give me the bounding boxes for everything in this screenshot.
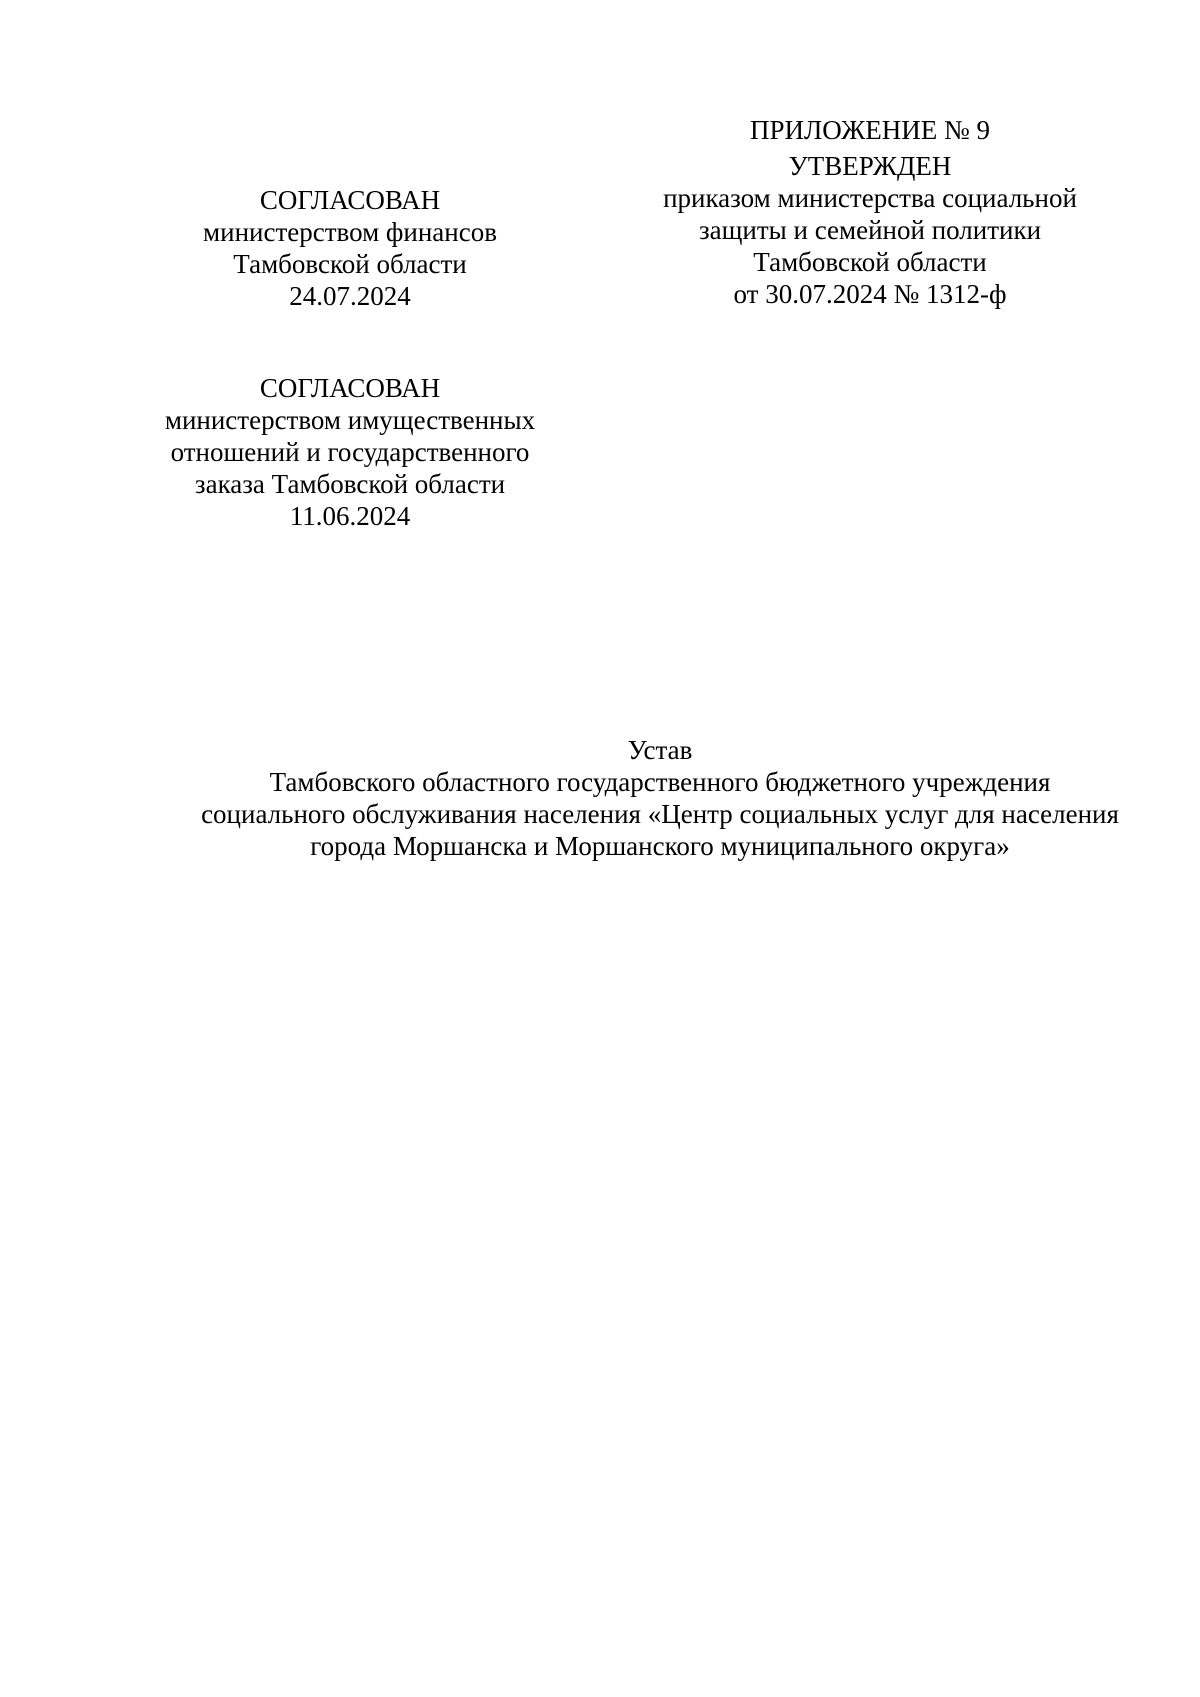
agreed-property-line: министерством имущественных xyxy=(164,405,536,435)
agreed-finance-line: министерством финансов xyxy=(203,217,497,247)
approval-line: приказом министерства социальной xyxy=(663,183,1077,213)
appendix-label: ПРИЛОЖЕНИЕ № 9 xyxy=(749,115,991,145)
charter-title-line: социального обслуживания населения «Центр социальных услуг для населения xyxy=(201,799,1119,829)
agreed-finance-block xyxy=(150,184,550,312)
approval-line: Тамбовской области xyxy=(753,247,987,277)
approval-heading: УТВЕРЖДЕН xyxy=(788,151,952,181)
charter-title-line: города Моршанска и Моршанского муниципального округа» xyxy=(310,831,1010,861)
agreed-finance-date: 24.07.2024 xyxy=(289,281,411,311)
charter-title-line: Тамбовского областного государственного бюджетного учреждения xyxy=(269,767,1051,797)
approval-block xyxy=(620,150,1120,310)
appendix-number xyxy=(700,114,1040,146)
agreed-property-heading: СОГЛАСОВАН xyxy=(259,373,441,403)
approval-line: от 30.07.2024 № 1312-ф xyxy=(733,279,1007,309)
agreed-finance-line: Тамбовской области xyxy=(233,249,467,279)
agreed-property-line: отношений и государственного xyxy=(170,437,530,467)
agreed-property-date: 11.06.2024 xyxy=(289,501,411,531)
charter-title-block xyxy=(160,734,1160,862)
charter-title: Устав xyxy=(627,735,693,765)
agreed-property-line: заказа Тамбовской области xyxy=(194,469,506,499)
agreed-property-block xyxy=(150,372,550,532)
agreed-finance-heading: СОГЛАСОВАН xyxy=(259,185,441,215)
approval-line: защиты и семейной политики xyxy=(698,215,1042,245)
